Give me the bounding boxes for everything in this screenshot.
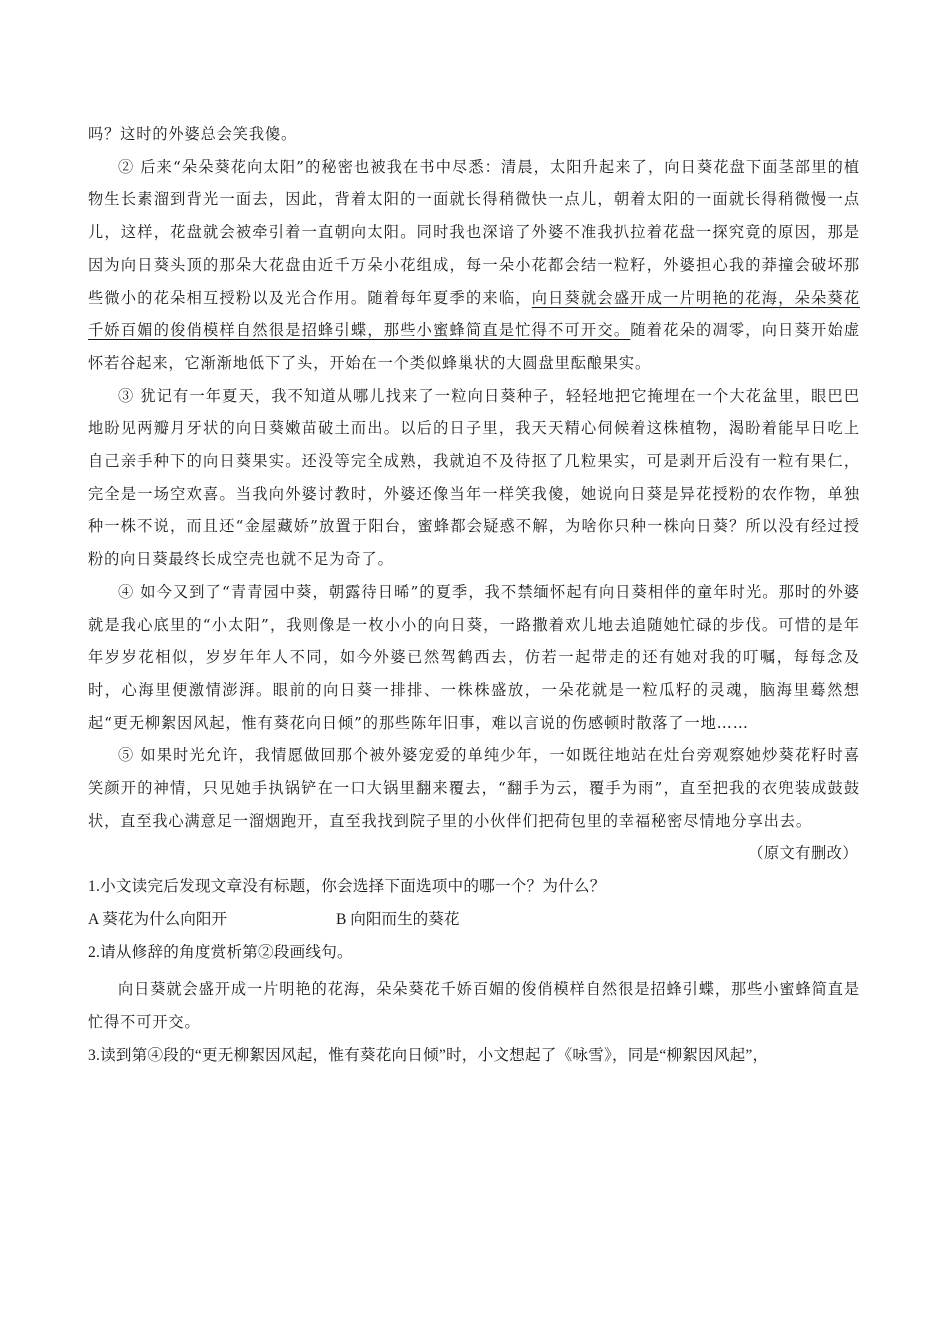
paragraph-2-underlined-sentence: 向日葵就会盛开成一片明艳的花海，朵朵葵花千娇百媚的俊俏模样自然很是招蜂引蝶，那些小蜜蜂简直是忙得不可开交。 xyxy=(88,288,860,340)
paragraph-2 xyxy=(88,151,860,380)
source-note: （原文有删改） xyxy=(748,844,858,863)
question-3: 3.读到第④段的“更无柳絮因风起，惟有葵花向日倾”时，小文想起了《咏雪》，同是“柳絮因风起”， xyxy=(88,1046,769,1064)
paragraph-3: ③ 犹记有一年夏天，我不知道从哪儿找来了一粒向日葵种子，轻轻地把它掩埋在一个大花盆里，眼巴巴地盼见两瓣月牙状的向日葵嫩苗破土而出。以后的日子里，我天天精心伺候着这株植物，渴盼着能早日吃上自己亲手种下的向日葵果实。还没等完全成熟，我就迫不及待抠了几粒果实，可是剥开后没有一粒有果仁，完全是一场空欢喜。当我向外婆讨教时，外婆还像当年一样笑我傻，她说向日葵是异花授粉的农作物，单独种一株不说，而且还“金屋藏娇”放置于阳台，蜜蜂都会疑惑不解，为啥你只种一株向日葵？所以没有经过授粉的向日葵最终长成空壳也就不足为奇了。 xyxy=(88,386,860,569)
option-b: B 向阳而生的葵花 xyxy=(336,911,460,929)
paragraph-5: ⑤ 如果时光允许，我情愿做回那个被外婆宠爱的单纯少年，一如既往地站在灶台旁观察她炒葵花籽时喜笑颜开的神情，只见她手执锅铲在一口大锅里翻来覆去，“翻手为云，覆手为雨”，直至把我的衣兜装成鼓鼓状，直至我心满意足一溜烟跑开，直至我找到院子里的小伙伴们把荷包里的幸福秘密尽情地分享出去。 xyxy=(88,746,860,830)
question-1-options xyxy=(88,903,860,936)
paragraph-2-text-before: ② 后来“朵朵葵花向太阳”的秘密也被我在书中尽悉：清晨，太阳升起来了，向日葵花盘下面茎部里的植物生长素溜到背光一面去，因此，背着太阳的一面就长得稍微快一点儿，朝着太阳的一面就长得稍微慢一点儿，这样，花盘就会被牵引着一直朝向太阳。同时我也深谙了外婆不准我扒拉着花盘一探究竟的原因，那是因为向日葵头顶的那朵大花盘由近千万朵小花组成，每一朵小花都会结一粒籽，外婆担心我的莽撞会破坏那些微小的花朵相互授粉以及光合作用。随着每年夏季的来临， xyxy=(88,157,860,307)
question-2-quoted-sentence: 向日葵就会盛开成一片明艳的花海，朵朵葵花千娇百媚的俊俏模样自然很是招蜂引蝶，那些小蜜蜂简直是忙得不可开交。 xyxy=(88,980,860,1031)
option-a: A 葵花为什么向阳开 xyxy=(88,911,228,929)
document-page xyxy=(88,118,860,1072)
question-1: 1.小文读完后发现文章没有标题，你会选择下面选项中的哪一个？为什么？ xyxy=(88,878,606,896)
paragraph-2-text-after: 随着花朵的凋零，向日葵开始虚怀若谷起来，它渐渐地低下了头，开始在一个类似蜂巢状的大圆盘里酝酿果实。 xyxy=(88,321,860,372)
paragraph-1-tail: 吗？这时的外婆总会笑我傻。 xyxy=(88,125,298,143)
question-2: 2.请从修辞的角度赏析第②段画线句。 xyxy=(88,944,353,962)
paragraph-4: ④ 如今又到了“青青园中葵，朝露待日晞”的夏季，我不禁缅怀起有向日葵相伴的童年时光。那时的外婆就是我心底里的“小太阳”，我则像是一枚小小的向日葵，一路撒着欢儿地去追随她忙碌的步伐。可惜的是年年岁岁花相似，岁岁年年人不同，如今外婆已然驾鹤西去，仿若一起带走的还有她对我的叮嘱，每每念及时，心海里便激情澎湃。眼前的向日葵一排排、一株株盛放，一朵花就是一粒瓜籽的灵魂，脑海里蓦然想起“更无柳絮因风起，惟有葵花向日倾”的那些陈年旧事，难以言说的伤感顿时散落了一地…… xyxy=(88,582,860,732)
